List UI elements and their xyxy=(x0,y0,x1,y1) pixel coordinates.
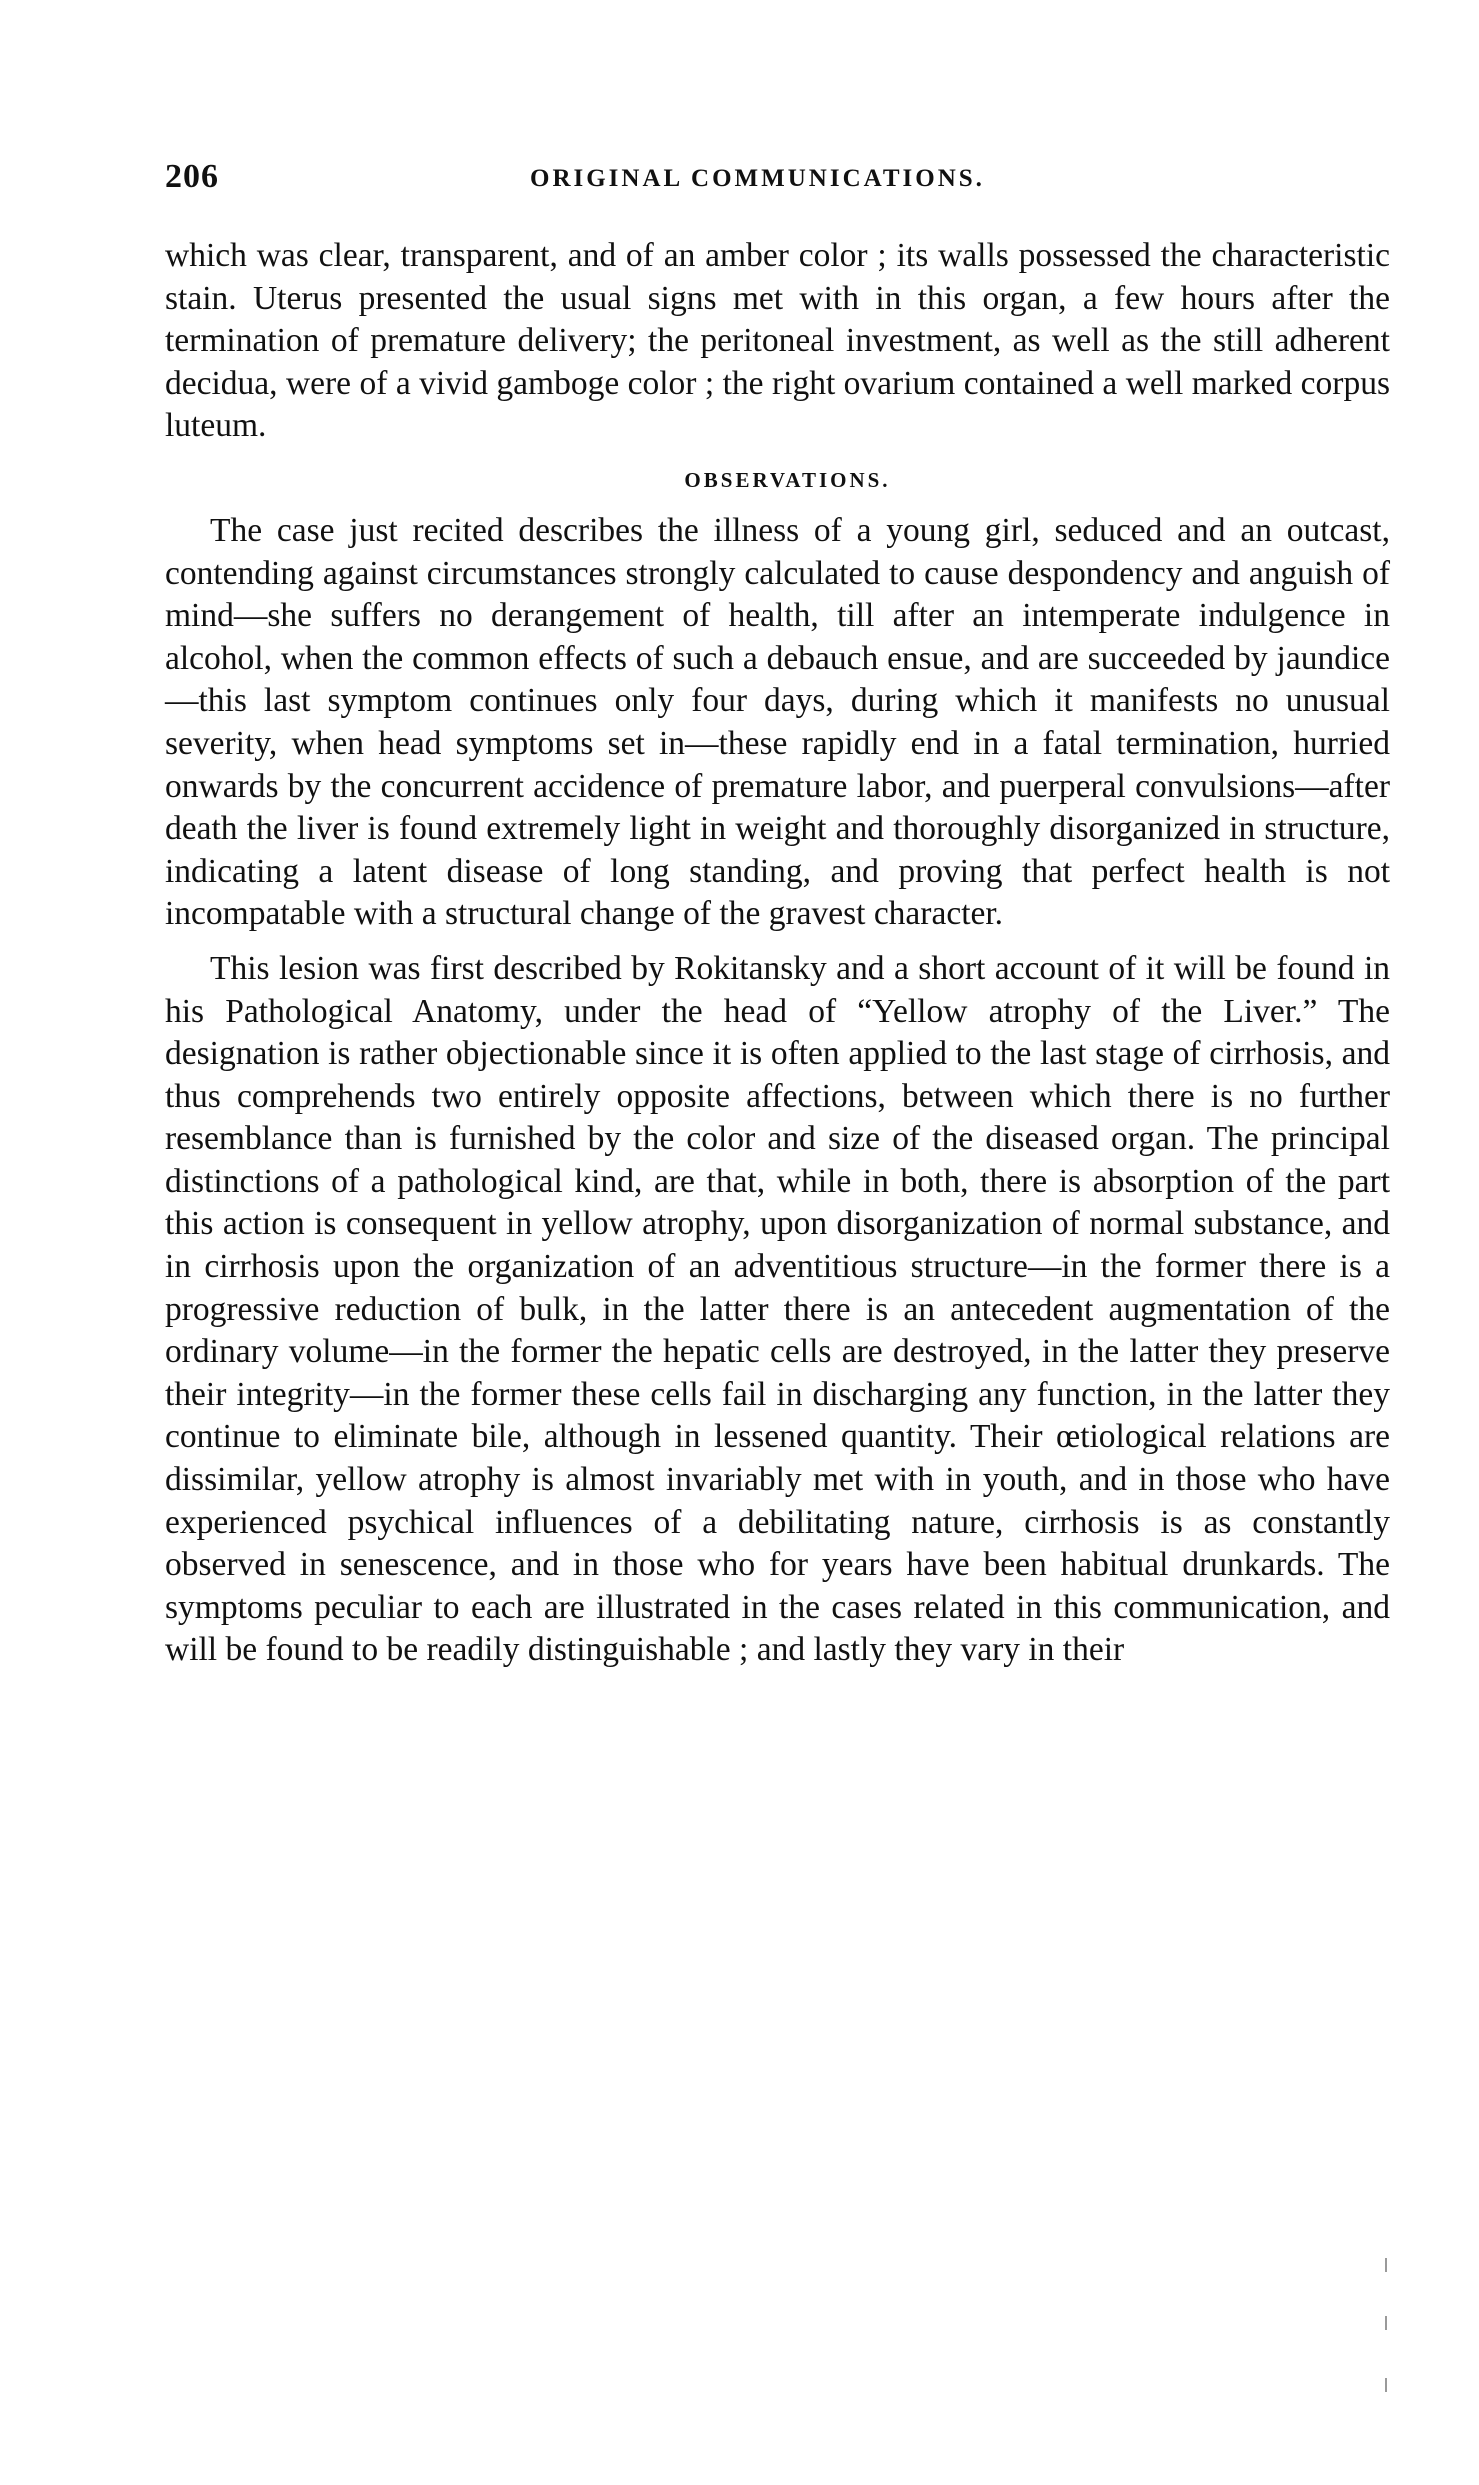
body-text xyxy=(165,235,1390,1672)
page-header xyxy=(165,158,1395,206)
running-head: ORIGINAL COMMUNICATIONS. xyxy=(530,165,985,192)
paragraph-continuation: which was clear, transparent, and of an amber color ; its walls possessed the characteristic stain. Uterus presented the usual signs met with in this organ, a few hours after the termination of premature delivery; the peritoneal investment, as well as the still adherent decidua, were of a vivid gamboge color ; the right ovarium contained a well marked corpus luteum. xyxy=(165,237,1390,445)
section-heading-observations: OBSERVATIONS. xyxy=(684,467,891,492)
paragraph-lesion-description: This lesion was first described by Rokitansky and a short account of it will be found in his Pathological Anatomy, under the head of “Yellow atrophy of the Liver.” The designation is rather objectionable since it is often applied to the last stage of cirrhosis, and thus comprehends two entirely opposite affections, between which there is no further resemblance than is furnished by the color and size of the diseased organ. The principal distinctions of a pathological kind, are that, while in both, there is absorption of the part this action is consequent in yellow atrophy, upon disorganization of normal substance, and in cirrhosis upon the organization of an adventitious structure—in the former there is a progressive reduction of bulk, in the latter there is an antecedent augmentation of the ordinary volume—in the former the hepatic cells are destroyed, in the latter they preserve their integrity—in the former these cells fail in discharging any function, in the latter they continue to eliminate bile, although in lessened quantity. Their œtiological relations are dissimilar, yellow atrophy is almost invariably met with in youth, and in those who have experienced psychical influences of a debilitating nature, cirrhosis is as constantly observed in senescence, and in those who for years have been habitual drunkards. The symptoms peculiar to each are illustrated in the cases related in this communication, and will be found to be readily distinguishable ; and lastly they vary in their xyxy=(165,949,1390,1669)
paragraph-case-summary: The case just recited describes the illness of a young girl, seduced and an outcast, contending against circumstances strongly calculated to cause despondency and anguish of mind—she suffers no derangement of health, till after an intemperate indulgence in alcohol, when the common effects of such a debauch ensue, and are succeeded by jaundice—this last symptom continues only four days, during which it manifests no unusual severity, when head symptoms set in—these rapidly end in a fatal termination, hurried onwards by the concurrent accidence of premature labor, and puerperal convulsions—after death the liver is found extremely light in weight and thoroughly disorganized in structure, indicating a latent disease of long standing, and proving that perfect health is not incompatable with a structural change of the gravest character. xyxy=(165,511,1390,933)
page-number: 206 xyxy=(165,158,219,195)
margin-tick xyxy=(1385,2258,1387,2272)
margin-tick xyxy=(1385,2378,1387,2392)
margin-tick xyxy=(1385,2316,1387,2330)
scan-margin-marks xyxy=(1385,2258,1389,2398)
